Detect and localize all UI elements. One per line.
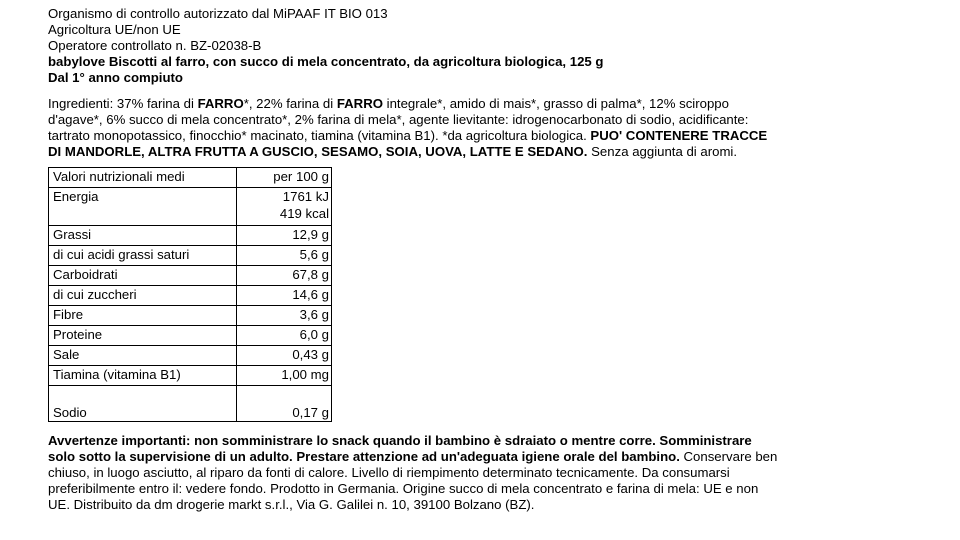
product-name: babylove Biscotti al farro, con succo di mela concentrato, da agricoltura biologica, 125 g: [48, 54, 604, 69]
nutrient-value: 0,43 g: [237, 346, 332, 366]
nutrition-row: [49, 266, 332, 286]
nutrient-label: Proteine: [49, 326, 237, 346]
nutrient-value: 67,8 g: [237, 266, 332, 286]
nutrition-row-sodio: [49, 386, 332, 422]
nutrition-row: [49, 246, 332, 266]
warnings-block: [48, 433, 928, 513]
ingredients-line-3: tartrato monopotassico, finocchio* macinato, tiamina (vitamina B1). *da agricoltura biologica. PUO' CONTENERE TRACCE: [48, 128, 768, 143]
warnings-line-3: chiuso, in luogo asciutto, al riparo da fonti di calore. Livello di riempimento determinato tecnicamente. Da consumarsi: [48, 465, 730, 480]
ingredients-block: [48, 96, 928, 160]
nutrient-value: 6,0 g: [237, 326, 332, 346]
operator-code: Operatore controllato n. BZ-02038-B: [48, 38, 262, 53]
nutrient-value: 1,00 mg: [237, 366, 332, 386]
nutrition-header-label: Valori nutrizionali medi: [49, 168, 237, 188]
energia-value: [237, 188, 332, 226]
sodio-label: Sodio: [49, 386, 237, 422]
nutrition-table: [48, 167, 332, 422]
nutrient-label: Tiamina (vitamina B1): [49, 366, 237, 386]
ingredients-line-2: d'agave*, 6% succo di mela concentrato*, 2% farina di mela*, agente lievitante: idrogenocarbonato di sodio, acidificante:: [48, 112, 749, 127]
nutrient-label: di cui acidi grassi saturi: [49, 246, 237, 266]
nutrient-label: di cui zuccheri: [49, 286, 237, 306]
warnings-line-2: solo sotto la supervisione di un adulto. Prestare attenzione ad un'adeguata igiene orale del bambino. Conservare ben: [48, 449, 778, 464]
ingredients-line-1: Ingredienti: 37% farina di FARRO*, 22% farina di FARRO integrale*, amido di mais*, grasso di palma*, 12% sciroppo: [48, 96, 729, 111]
nutrition-header-value: per 100 g: [237, 168, 332, 188]
nutrient-value: 5,6 g: [237, 246, 332, 266]
energia-kj: 1761 kJ: [282, 189, 329, 204]
nutrition-row: [49, 286, 332, 306]
nutrient-value: 12,9 g: [237, 226, 332, 246]
certification-body: Organismo di controllo autorizzato dal MiPAAF IT BIO 013: [48, 6, 388, 21]
energia-label: Energia: [49, 188, 237, 226]
age-recommendation: Dal 1° anno compiuto: [48, 70, 183, 85]
nutrient-label: Fibre: [49, 306, 237, 326]
nutrient-label: Sale: [49, 346, 237, 366]
nutrition-row: [49, 226, 332, 246]
nutrition-row: [49, 366, 332, 386]
nutrition-row-energia: [49, 188, 332, 226]
header-block: [48, 6, 928, 86]
nutrient-value: 14,6 g: [237, 286, 332, 306]
nutrition-row: [49, 306, 332, 326]
energia-kcal: 419 kcal: [279, 206, 329, 221]
nutrition-row: [49, 326, 332, 346]
nutrition-row: [49, 346, 332, 366]
warnings-line-1: Avvertenze importanti: non somministrare lo snack quando il bambino è sdraiato o mentre corre. Somministrare: [48, 433, 752, 448]
nutrition-header-row: [49, 168, 332, 188]
nutrient-label: Grassi: [49, 226, 237, 246]
warnings-line-5: UE. Distribuito da dm drogerie markt s.r.l., Via G. Galilei n. 10, 39100 Bolzano (BZ).: [48, 497, 535, 512]
nutrient-label: Carboidrati: [49, 266, 237, 286]
nutrient-value: 3,6 g: [237, 306, 332, 326]
ingredients-line-4: DI MANDORLE, ALTRA FRUTTA A GUSCIO, SESAMO, SOIA, UOVA, LATTE E SEDANO. Senza aggiunta di aromi.: [48, 144, 738, 159]
sodio-value: 0,17 g: [237, 386, 332, 422]
agriculture-origin: Agricoltura UE/non UE: [48, 22, 181, 37]
warnings-line-4: preferibilmente entro il: vedere fondo. Prodotto in Germania. Origine succo di mela concentrato e farina di mela: UE e non: [48, 481, 759, 496]
